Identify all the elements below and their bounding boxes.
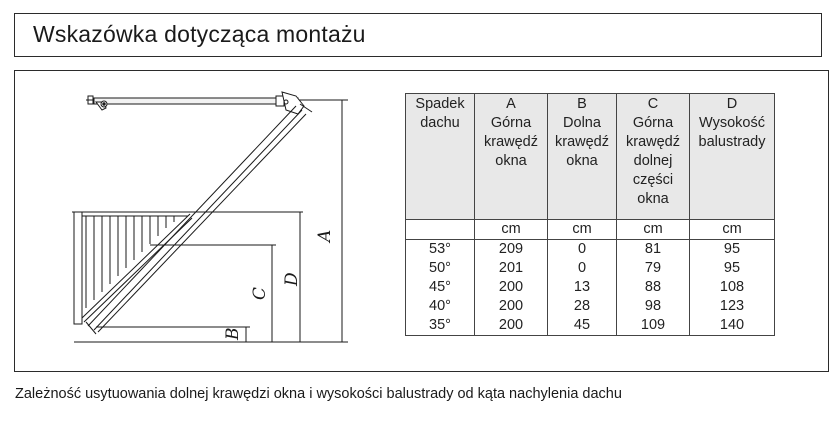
table-row (406, 316, 775, 336)
unit-cell: cm (548, 220, 617, 240)
header-line: krawędź (484, 134, 538, 150)
header-line: Spadek (415, 96, 465, 112)
table-cell: 95 (690, 240, 775, 260)
table-cell: 88 (617, 278, 690, 297)
table-row (406, 259, 775, 278)
header-line: dachu (420, 115, 460, 131)
header-line: krawędź (626, 134, 680, 150)
header-line: D (726, 96, 738, 112)
table-cell: 200 (475, 297, 548, 316)
table-cell: 28 (548, 297, 617, 316)
dimension-lines (243, 100, 345, 342)
table-cell: 53° (406, 240, 475, 260)
table-row (406, 278, 775, 297)
table-cell: 79 (617, 259, 690, 278)
header-line: A (506, 96, 516, 112)
header-line: krawędź (555, 134, 609, 150)
table-cell: 81 (617, 240, 690, 260)
header-line: dolnej (633, 153, 673, 169)
table-cell: 13 (548, 278, 617, 297)
table-cell: 0 (548, 240, 617, 260)
header-line: okna (566, 153, 598, 169)
table-cell: 98 (617, 297, 690, 316)
dimension-table (405, 93, 775, 336)
table-cell: 45 (548, 316, 617, 336)
table-row (406, 297, 775, 316)
table-units-row (406, 220, 775, 240)
figure-caption: Zależność usytuowania dolnej krawędzi okna i wysokości balustrady od kąta nachylenia dachu (15, 386, 622, 402)
unit-cell: cm (617, 220, 690, 240)
unit-cell: cm (475, 220, 548, 240)
header-slope (406, 94, 475, 220)
reference-lines (74, 245, 348, 342)
table-cell: 209 (475, 240, 548, 260)
unit-cell: cm (690, 220, 775, 240)
header-line: okna (637, 191, 669, 207)
header-line: okna (495, 153, 527, 169)
header-line: części (632, 172, 674, 188)
table-cell: 50° (406, 259, 475, 278)
header-line: Dolna (563, 115, 601, 131)
top-window-frame (86, 92, 348, 114)
table-cell: 95 (690, 259, 775, 278)
table-cell: 0 (548, 259, 617, 278)
table-cell: 123 (690, 297, 775, 316)
table-cell: 200 (475, 278, 548, 297)
header-c (617, 94, 690, 220)
table-cell: 35° (406, 316, 475, 336)
table-cell: 108 (690, 278, 775, 297)
table-header-row (406, 94, 775, 220)
table-cell: 140 (690, 316, 775, 336)
table-cell: 201 (475, 259, 548, 278)
header-b (548, 94, 617, 220)
header-line: C (647, 96, 659, 112)
roof-slope (86, 104, 312, 334)
table-cell: 40° (406, 297, 475, 316)
header-a (475, 94, 548, 220)
dimension-label-c: C (250, 286, 270, 300)
table-cell: 45° (406, 278, 475, 297)
header-d (690, 94, 775, 220)
dimension-label-a: A (315, 229, 335, 242)
header-line: balustrady (698, 134, 766, 150)
dimension-label-b: B (223, 327, 243, 340)
header-line: Wysokość (699, 115, 765, 131)
table-cell: 200 (475, 316, 548, 336)
table-row (406, 240, 775, 260)
header-line: Górna (490, 115, 532, 131)
table-cell: 109 (617, 316, 690, 336)
unit-cell (406, 220, 475, 240)
header-line: B (577, 96, 587, 112)
header-line: Górna (632, 115, 674, 131)
page-title: Wskazówka dotycząca montażu (33, 21, 366, 47)
dimension-label-d: D (282, 272, 302, 286)
